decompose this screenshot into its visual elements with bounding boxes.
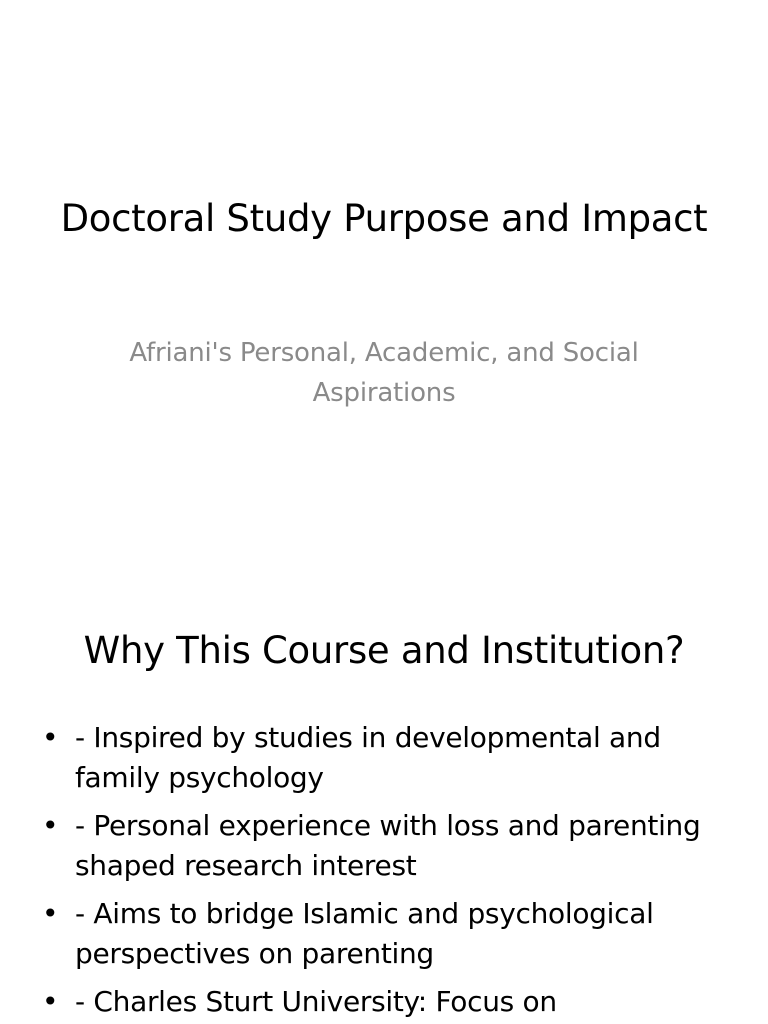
bullet-dot-icon: • <box>42 897 59 930</box>
bullet-text: - Inspired by studies in developmental and family psychology <box>75 721 661 794</box>
bullet-item <box>40 894 730 974</box>
bullet-text: - Aims to bridge Islamic and psychological perspectives on parenting <box>75 897 654 970</box>
bullet-dot-icon: • <box>42 809 59 842</box>
bullet-dot-icon: • <box>42 985 59 1018</box>
slide-title: Why This Course and Institution? <box>83 629 685 672</box>
slide-2 <box>0 576 768 1024</box>
slide-title: Doctoral Study Purpose and Impact <box>60 197 708 240</box>
bullet-list <box>40 718 730 1024</box>
bullet-item <box>40 718 730 798</box>
bullet-text: - Charles Sturt University: Focus on <box>75 985 557 1018</box>
bullet-item <box>40 806 730 886</box>
slide-subtitle: Afriani's Personal, Academic, and Social Aspirations <box>129 338 639 408</box>
bullet-text: - Personal experience with loss and parenting shaped research interest <box>75 809 701 882</box>
bullet-dot-icon: • <box>42 721 59 754</box>
bullet-item <box>40 982 730 1022</box>
